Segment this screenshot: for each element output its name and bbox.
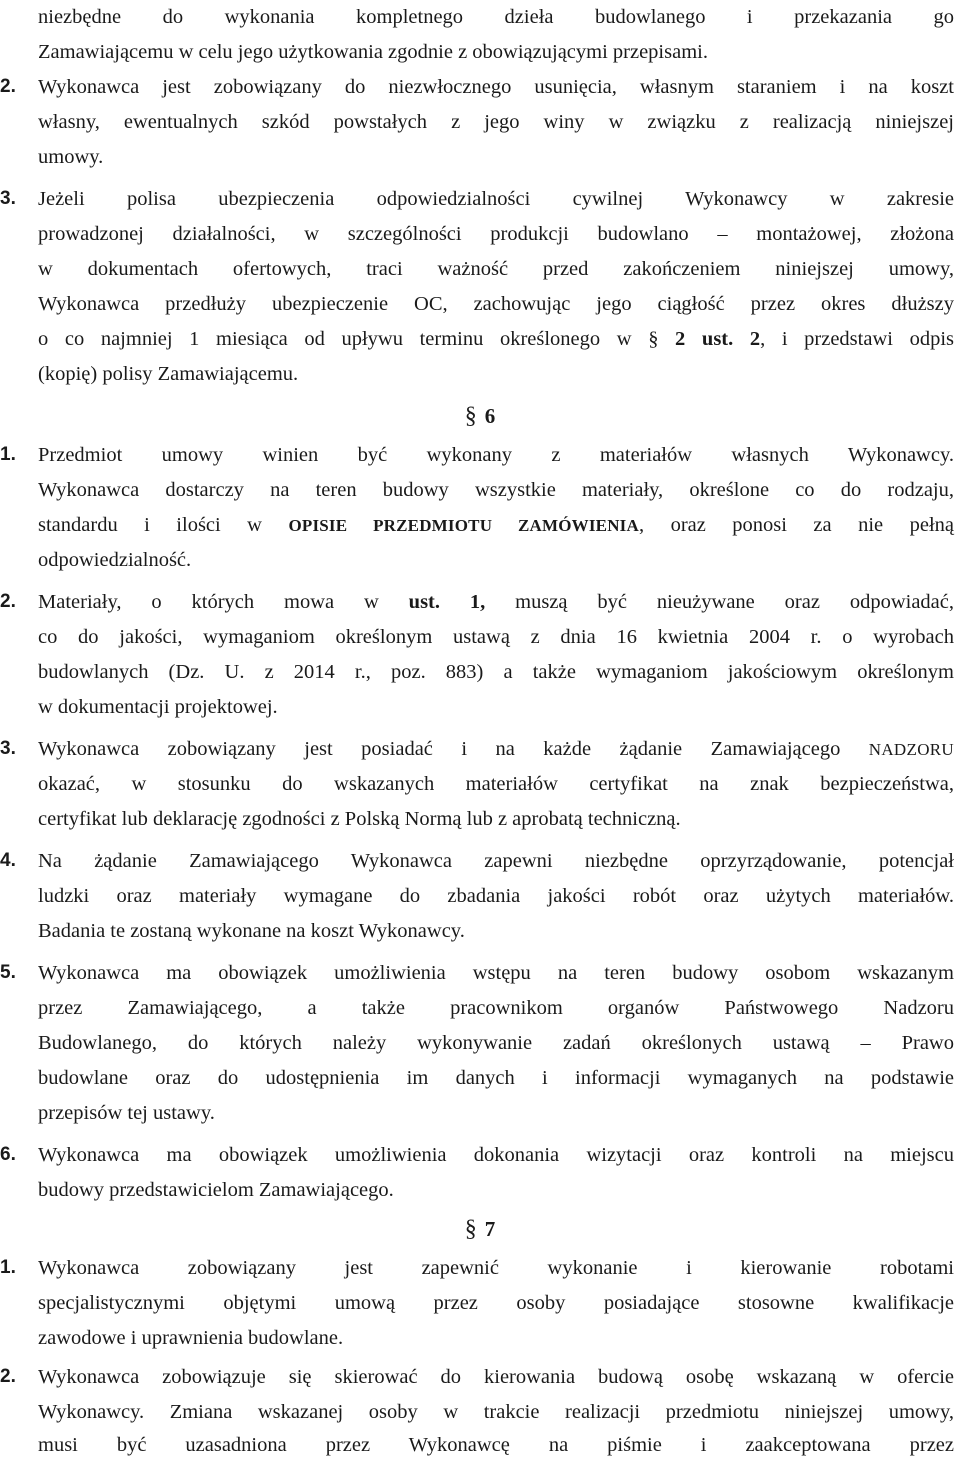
line-text: Wykonawca przedłuży ubezpieczenie OC, zachowując jego ciągłość przez okres dłuższy <box>38 293 954 315</box>
paragraph-line <box>0 956 960 991</box>
item-number: 2. <box>0 591 16 612</box>
item-number: 6. <box>0 1144 16 1165</box>
line-text-part: standardu i ilości w <box>38 514 289 536</box>
paragraph-line <box>0 879 960 914</box>
line-text: własny, ewentualnych szkód powstałych z jego winy w związku z realizacją niniejszej <box>38 111 954 133</box>
item-number: 1. <box>0 444 16 465</box>
line-text: budowy przedstawicielom Zamawiającego. <box>38 1179 394 1201</box>
item-number: 2. <box>0 76 16 97</box>
line-text: Budowlanego, do których należy wykonywanie zadań określonych ustawą – Prawo <box>38 1032 954 1054</box>
paragraph-line <box>0 690 960 725</box>
line-text-part: , oraz ponosi za nie pełną <box>638 514 954 536</box>
paragraph-line <box>0 70 960 105</box>
line-text: Zamawiającemu w celu jego użytkowania zgodnie z obowiązującymi przepisami. <box>38 41 708 63</box>
line-text: Na żądanie Zamawiającego Wykonawca zapewni niezbędne oprzyrządowanie, potencjał <box>38 850 954 872</box>
line-text-part: Wykonawca zobowiązany jest posiadać i na każde żądanie Zamawiającego <box>38 738 869 760</box>
section-reference: 2 ust. 2 <box>658 328 761 350</box>
paragraph-line <box>0 543 960 578</box>
line-text: Wykonawca zobowiązuje się skierować do kierowania budową osobę wskazaną w ofercie <box>38 1366 954 1388</box>
paragraph-line <box>0 1026 960 1061</box>
line-text: Jeżeli polisa ubezpieczenia odpowiedzialności cywilnej Wykonawcy w zakresie <box>38 188 954 210</box>
item-number: 3. <box>0 738 16 759</box>
paragraph-line <box>0 0 960 35</box>
paragraph-line <box>0 802 960 837</box>
line-text <box>38 732 954 768</box>
line-text: prowadzonej działalności, w szczególności produkcji budowlano – montażowej, złożona <box>38 223 954 245</box>
line-text: przez Zamawiającego, a także pracownikom organów Państwowego Nadzoru <box>38 997 954 1019</box>
line-text: certyfikat lub deklarację zgodności z Polską Normą lub z aprobatą techniczną. <box>38 808 681 830</box>
line-text: budowlanych (Dz. U. z 2014 r., poz. 883) a także wymaganiom jakościowym określonym <box>38 661 954 683</box>
paragraph-line <box>0 105 960 140</box>
section-number: 6 <box>484 404 496 428</box>
paragraph-line <box>0 655 960 690</box>
paragraph-line <box>0 35 960 70</box>
paragraph-line <box>0 1061 960 1096</box>
line-text: Wykonawca ma obowiązek umożliwienia wstępu na teren budowy osobom wskazanym <box>38 962 954 984</box>
paragraph-line <box>0 438 960 473</box>
paragraph-line <box>0 1251 960 1286</box>
line-text: Wykonawca dostarczy na teren budowy wszystkie materiały, określone co do rodzaju, <box>38 479 954 501</box>
paragraph-line <box>0 508 960 543</box>
item-number: 1. <box>0 1257 16 1278</box>
paragraph-line <box>0 732 960 767</box>
item-number: 5. <box>0 962 16 983</box>
paragraph-line <box>0 844 960 879</box>
paragraph-line <box>0 767 960 802</box>
line-text: Wykonawcy. Zmiana wskazanej osoby w trakcie realizacji przedmiotu niniejszej umowy, <box>38 1401 954 1423</box>
section-number: 7 <box>484 1217 496 1241</box>
item-number: 3. <box>0 188 16 209</box>
paragraph-line <box>0 182 960 217</box>
line-text-part: muszą być nieużywane oraz odpowiadać, <box>485 591 954 613</box>
item-number: 2. <box>0 1366 16 1387</box>
line-text-part: , i przedstawi odpis <box>760 328 954 350</box>
line-text: co do jakości, wymaganiom określonym ustawą z dnia 16 kwietnia 2004 r. o wyrobach <box>38 626 954 648</box>
paragraph-line <box>0 1360 960 1395</box>
line-text <box>38 585 954 620</box>
paragraph-line <box>0 287 960 322</box>
line-text: odpowiedzialność. <box>38 549 192 571</box>
paragraph-line <box>0 473 960 508</box>
line-text: niezbędne do wykonania kompletnego dzieła budowlanego i przekazania go <box>38 6 954 28</box>
paragraph-line <box>0 914 960 949</box>
paragraph-line <box>0 1428 960 1463</box>
line-text: Wykonawca ma obowiązek umożliwienia dokonania wizytacji oraz kontroli na miejscu <box>38 1144 954 1166</box>
line-text: okazać, w stosunku do wskazanych materiałów certyfikat na znak bezpieczeństwa, <box>38 773 954 795</box>
paragraph-line <box>0 1286 960 1321</box>
line-text: przepisów tej ustawy. <box>38 1102 215 1124</box>
section-heading-7 <box>0 1209 960 1249</box>
line-text: Wykonawca zobowiązany jest zapewnić wykonanie i kierowanie robotami <box>38 1257 954 1279</box>
line-text-part: Materiały, o których mowa w <box>38 591 409 613</box>
line-text: budowlane oraz do udostępnienia im danych i informacji wymaganych na podstawie <box>38 1067 954 1089</box>
paragraph-line <box>0 1173 960 1208</box>
paragraph-line <box>0 140 960 175</box>
paragraph-line <box>0 357 960 392</box>
line-text-part: o co najmniej 1 miesiąca od upływu terminu określonego w <box>38 328 649 350</box>
line-text: (kopię) polisy Zamawiającemu. <box>38 363 299 385</box>
line-text: ludzki oraz materiały wymagane do zbadania jakości robót oraz użytych materiałów. <box>38 885 954 907</box>
paragraph-line <box>0 1395 960 1430</box>
line-text <box>38 322 954 357</box>
section-symbol: § <box>464 1216 477 1242</box>
line-text: Wykonawca jest zobowiązany do niezwłocznego usunięcia, własnym staraniem i na koszt <box>38 76 954 98</box>
line-text: Badania te zostaną wykonane na koszt Wykonawcy. <box>38 920 465 942</box>
line-text: musi być uzasadniona przez Wykonawcę na piśmie i zaakceptowana przez <box>38 1434 954 1456</box>
item-number: 4. <box>0 850 16 871</box>
line-text: w dokumentacji projektowej. <box>38 696 278 718</box>
emphasized-reference: NADZORU <box>868 740 954 759</box>
line-text: zawodowe i uprawnienia budowlane. <box>38 1327 344 1349</box>
section-heading-6 <box>0 396 960 436</box>
paragraph-line <box>0 252 960 287</box>
line-text: specjalistycznymi objętymi umową przez osoby posiadające stosowne kwalifikacje <box>38 1292 954 1314</box>
paragraph-line <box>0 620 960 655</box>
paragraph-line <box>0 1096 960 1131</box>
section-reference-symbol: § <box>648 328 659 350</box>
paragraph-line <box>0 991 960 1026</box>
paragraph-line <box>0 585 960 620</box>
line-text: w dokumentach ofertowych, traci ważność przed zakończeniem niniejszej umowy, <box>38 258 954 280</box>
section-symbol: § <box>464 403 477 429</box>
paragraph-line <box>0 1321 960 1356</box>
paragraph-line <box>0 217 960 252</box>
line-text: Przedmiot umowy winien być wykonany z materiałów własnych Wykonawcy. <box>38 444 954 466</box>
section-reference: ust. 1, <box>408 591 486 613</box>
emphasized-reference: OPISIE PRZEDMIOTU ZAMÓWIENIA <box>288 516 639 535</box>
paragraph-line <box>0 1138 960 1173</box>
paragraph-line <box>0 322 960 357</box>
line-text <box>38 508 954 544</box>
line-text: umowy. <box>38 146 104 168</box>
